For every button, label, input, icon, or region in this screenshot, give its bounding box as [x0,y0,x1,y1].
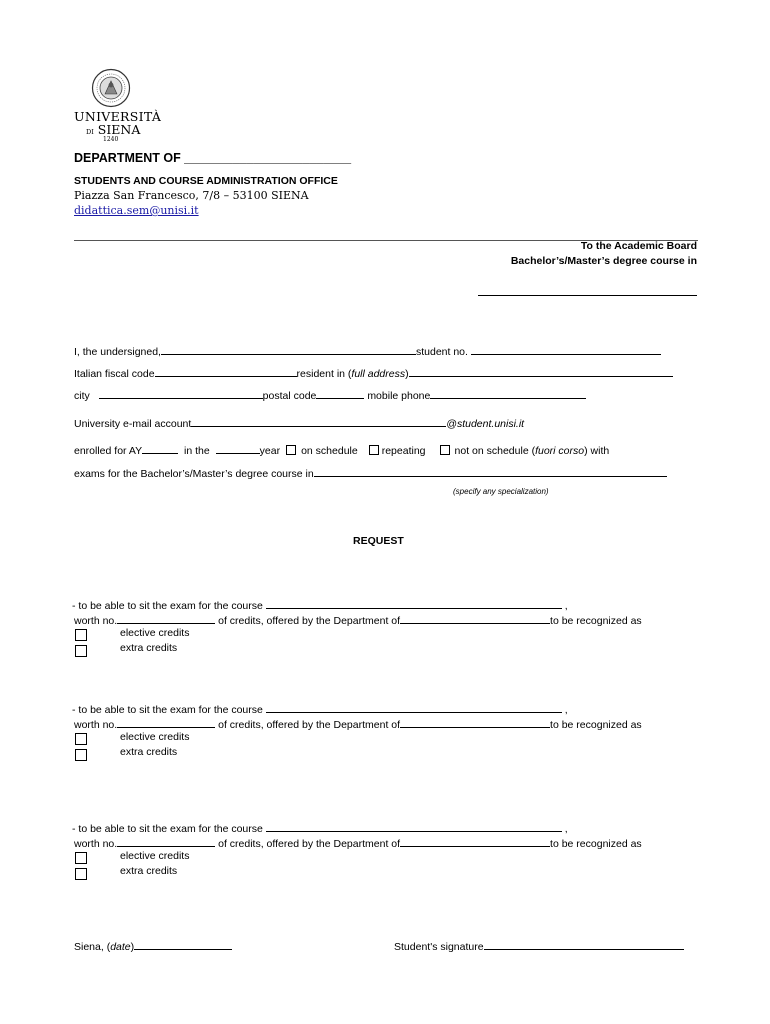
worth-row [74,612,642,627]
email-domain: @student.unisi.it [446,418,525,430]
recognized-as-label: to be recognized as [550,615,642,627]
comma: , [564,704,568,716]
extra-credits-checkbox[interactable] [75,868,87,880]
recipient-line2: Bachelor’s/Master’s degree course in [510,255,697,267]
exams-for-label: exams for the Bachelor’s/Master’s degree course in [74,468,314,480]
sit-exam-row [72,820,568,835]
date-blank[interactable] [134,938,232,950]
enrolled-row [74,442,609,457]
ay-blank[interactable] [142,442,178,454]
postal-code-blank[interactable] [316,387,364,399]
sit-exam-row [72,701,568,716]
undersigned-label: I, the undersigned, [74,346,161,358]
fiscal-row [74,365,673,380]
extra-credits-label: extra credits [120,642,178,654]
university-email-blank[interactable] [191,415,446,427]
not-on-schedule-label: not on schedule ( [454,445,536,457]
credits-offered-label: of credits, offered by the Department of [218,615,401,627]
mobile-phone-blank[interactable] [430,387,586,399]
year-label: year [259,445,281,457]
credits-offered-label: of credits, offered by the Department of [218,719,401,731]
request-block [72,597,702,667]
exams-row [74,465,667,480]
university-email-label: University e-mail account [74,418,192,430]
enrolled-for-label: enrolled for AY [74,445,143,457]
logo-year: 1240 [103,136,119,143]
not-on-schedule-checkbox[interactable] [440,445,450,455]
sit-exam-label: - to be able to sit the exam for the course [72,704,263,716]
elective-credits-label: elective credits [120,731,190,743]
sit-exam-row [72,597,568,612]
department-heading: DEPARTMENT OF ________________________ [74,151,352,165]
worth-no-label: worth no. [74,838,118,850]
worth-row [74,835,642,850]
credits-blank[interactable] [117,716,215,728]
on-schedule-label: on schedule [301,445,358,457]
credits-blank[interactable] [117,612,215,624]
extra-credits-checkbox[interactable] [75,749,87,761]
worth-no-label: worth no. [74,615,118,627]
comma: , [564,600,568,612]
extra-credits-checkbox[interactable] [75,645,87,657]
request-title: REQUEST [353,535,404,547]
exam-course-blank[interactable] [266,820,562,832]
recognized-as-label: to be recognized as [550,838,642,850]
logo-line1: UNIVERSITÀ [74,109,162,124]
full-address-label: full address [351,368,406,380]
mobile-phone-label: mobile phone [367,390,431,402]
request-block [72,820,702,890]
logo-line2-prefix: DI [86,128,94,136]
department-blank[interactable] [400,716,550,728]
elective-credits-label: elective credits [120,627,190,639]
fiscal-code-blank[interactable] [155,365,297,377]
exam-course-blank[interactable] [266,701,562,713]
signature-row [394,938,684,953]
year-blank[interactable] [216,442,260,454]
worth-row [74,716,642,731]
worth-no-label: worth no. [74,719,118,731]
signature-blank[interactable] [484,938,684,950]
request-block [72,701,702,771]
on-schedule-checkbox[interactable] [286,445,296,455]
with-label: ) with [584,445,610,457]
repeating-label: repeating [381,445,426,457]
resident-close: ) [405,368,409,380]
exam-course-blank[interactable] [266,597,562,609]
sit-exam-label: - to be able to sit the exam for the course [72,600,263,612]
office-address: Piazza San Francesco, 7/8 – 53100 SIENA [74,189,309,202]
department-blank[interactable] [400,612,550,624]
elective-credits-checkbox[interactable] [75,629,87,641]
recipient-line1: To the Academic Board [580,240,697,252]
city-label: city [74,390,90,402]
student-no-label: student no. [415,346,468,358]
postal-code-label: postal code [262,390,317,402]
sit-exam-label: - to be able to sit the exam for the course [72,823,263,835]
city-blank[interactable] [99,387,263,399]
office-heading: STUDENTS AND COURSE ADMINISTRATION OFFICE [74,175,338,187]
name-blank[interactable] [161,343,416,355]
address-blank[interactable] [409,365,673,377]
date-close: ) [130,941,135,953]
email-row [74,415,524,430]
exams-course-blank[interactable] [314,465,667,477]
extra-credits-label: extra credits [120,865,178,877]
date-label: date [110,941,131,953]
in-the-label: in the [184,445,210,457]
specialization-hint: (specify any specialization) [453,487,549,496]
comma: , [564,823,568,835]
credits-blank[interactable] [117,835,215,847]
office-email-link[interactable]: didattica.sem@unisi.it [74,204,199,217]
credits-offered-label: of credits, offered by the Department of [218,838,401,850]
logo-line2: SIENA [97,122,141,137]
city-row [74,387,586,402]
repeating-checkbox[interactable] [369,445,379,455]
siena-label: Siena, ( [74,941,111,953]
undersigned-row [74,343,661,358]
resident-in-label: resident in ( [296,368,352,380]
recognized-as-label: to be recognized as [550,719,642,731]
department-blank[interactable] [400,835,550,847]
elective-credits-checkbox[interactable] [75,733,87,745]
fiscal-code-label: Italian fiscal code [74,368,155,380]
signature-label: Student's signature [394,941,484,953]
university-seal-icon [91,68,131,108]
logo-line2-wrap [86,122,140,137]
extra-credits-label: extra credits [120,746,178,758]
fuori-corso-label: fuori corso [535,445,585,457]
student-no-blank[interactable] [471,343,661,355]
elective-credits-checkbox[interactable] [75,852,87,864]
date-row [74,938,232,953]
elective-credits-label: elective credits [120,850,190,862]
degree-course-blank[interactable] [478,295,697,296]
